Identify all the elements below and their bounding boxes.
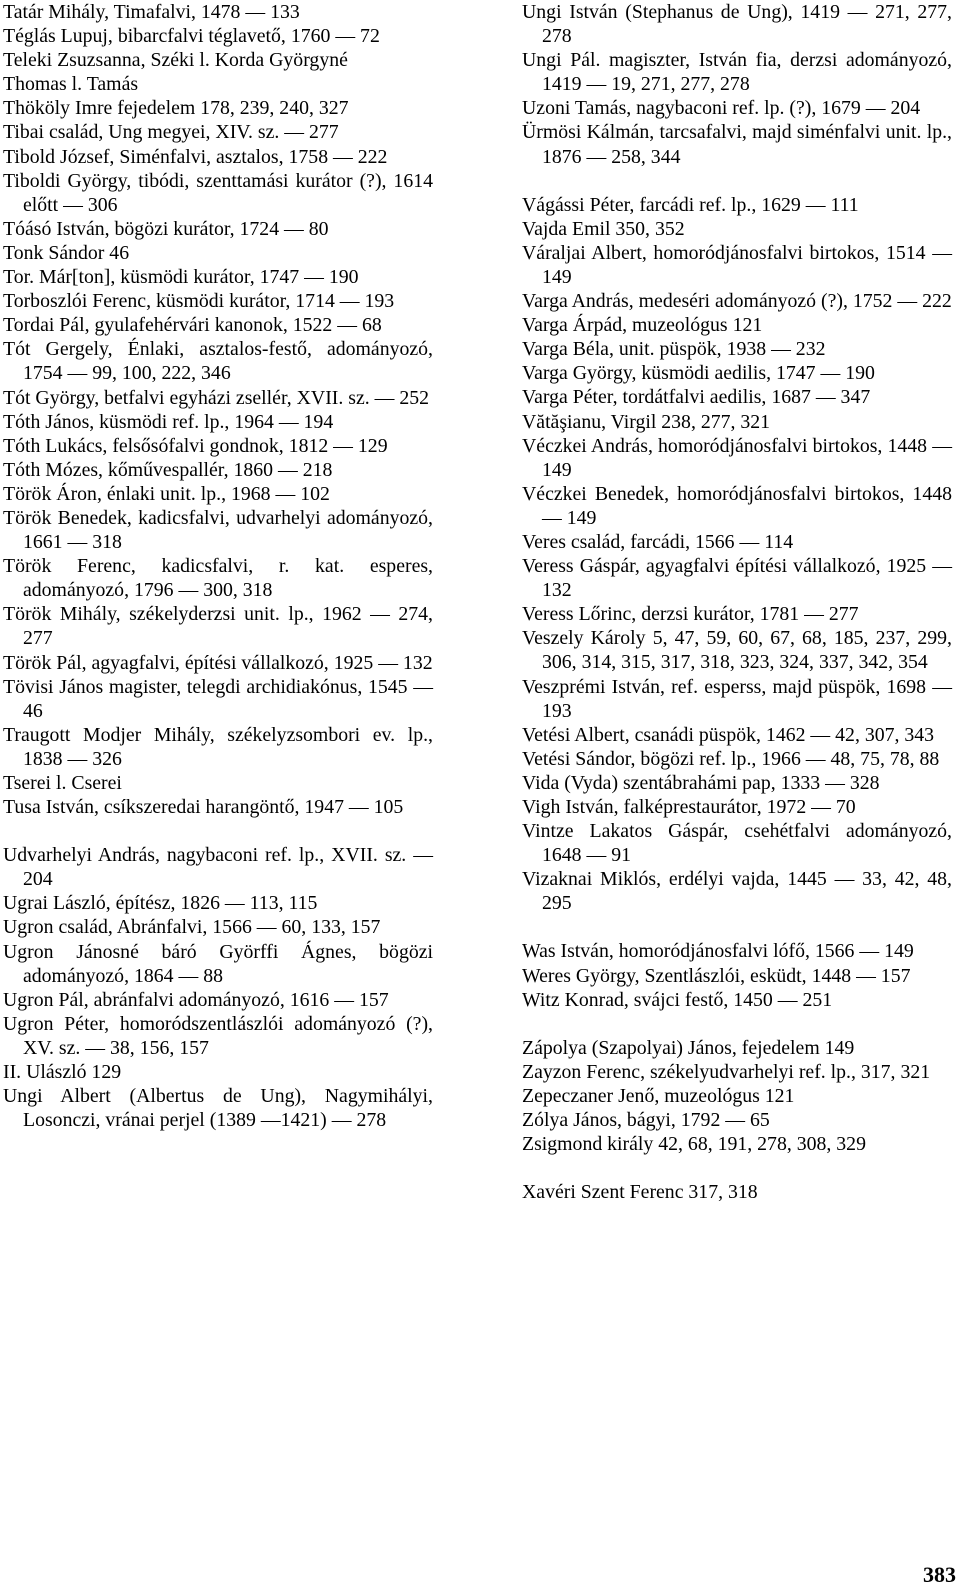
index-entry: Véczkei András, homoródjánosfalvi birtokos, 1448 — 149 bbox=[522, 434, 952, 481]
index-entry: Ungi Albert (Albertus de Ung), Nagymihályi, Losonczi, vránai perjel (1389 —1421) — 278 bbox=[3, 1085, 433, 1132]
index-entry: Tonk Sándor 46 bbox=[3, 241, 130, 264]
index-entry: Was István, homoródjánosfalvi lófő, 1566 — 149 bbox=[522, 940, 914, 963]
index-entry: Varga András, medeséri adományozó (?), 1752 — 222 bbox=[522, 290, 952, 313]
index-entry: Zsigmond király 42, 68, 191, 278, 308, 329 bbox=[522, 1133, 866, 1156]
index-entry: Varga Béla, unit. püspök, 1938 — 232 bbox=[522, 338, 826, 361]
index-entry: Ungi István (Stephanus de Ung), 1419 — 271, 277, 278 bbox=[522, 1, 952, 48]
index-entry: Vizaknai Miklós, erdélyi vajda, 1445 — 33, 42, 48, 295 bbox=[522, 868, 952, 915]
index-entry: Török Benedek, kadicsfalvi, udvarhelyi adományozó, 1661 — 318 bbox=[3, 506, 433, 554]
index-entry: Ungi Pál. magiszter, István fia, derzsi adományozó, 1419 — 19, 271, 277, 278 bbox=[522, 49, 952, 96]
index-entry: Török Mihály, székelyderzsi unit. lp., 1962 — 274, 277 bbox=[3, 603, 433, 650]
index-entry: Ugron Pál, abránfalvi adományozó, 1616 — 157 bbox=[3, 988, 389, 1011]
index-entry: Zayzon Ferenc, székelyudvarhelyi ref. lp., 317, 321 bbox=[522, 1060, 931, 1083]
index-entry: Zólya János, bágyi, 1792 — 65 bbox=[522, 1109, 770, 1132]
index-entry: Veress Lőrinc, derzsi kurátor, 1781 — 277 bbox=[522, 603, 859, 626]
index-entry: Ugron Jánosné báró Györffi Ágnes, bögözi adományozó, 1864 — 88 bbox=[3, 940, 433, 987]
index-entry: Thomas l. Tamás bbox=[3, 73, 139, 96]
section-gap bbox=[3, 819, 433, 843]
index-entry: Ugron Péter, homoródszentlászlói adományozó (?), XV. sz. — 38, 156, 157 bbox=[3, 1012, 433, 1059]
index-entry: Tibai család, Ung megyei, XIV. sz. — 277 bbox=[3, 121, 339, 144]
index-entry: Teleki Zsuzsanna, Széki l. Korda Györgyné bbox=[3, 49, 348, 72]
index-entry: Tibold József, Siménfalvi, asztalos, 1758 — 222 bbox=[3, 145, 388, 168]
section-gap bbox=[522, 169, 952, 193]
index-entry: Vigh István, falképrestaurátor, 1972 — 70 bbox=[522, 796, 856, 818]
index-entry: Tiboldi György, tibódi, szenttamási kurátor (?), 1614 előtt — 306 bbox=[3, 169, 433, 216]
index-entry: Ugron család, Abránfalvi, 1566 — 60, 133, 157 bbox=[3, 916, 381, 939]
index-entry: Véczkei Benedek, homoródjánosfalvi birtokos, 1448 — 149 bbox=[522, 482, 952, 529]
section-gap bbox=[522, 915, 952, 939]
index-column-left bbox=[3, 0, 433, 1132]
index-entry: Török Ferenc, kadicsfalvi, r. kat. esperes, adományozó, 1796 — 300, 318 bbox=[3, 555, 433, 602]
index-entry: Tóth Lukács, felsősófalvi gondnok, 1812 — 129 bbox=[3, 434, 388, 457]
index-entry: Tordai Pál, gyulafehérvári kanonok, 1522 — 68 bbox=[3, 314, 382, 337]
index-entry: Vetési Sándor, bögözi ref. lp., 1966 — 48, 75, 78, 88 bbox=[522, 747, 940, 770]
index-entry: Udvarhelyi András, nagybaconi ref. lp., XVII. sz. — 204 bbox=[3, 844, 433, 891]
index-entry: Torboszlói Ferenc, küsmödi kurátor, 1714 — 193 bbox=[3, 290, 395, 313]
index-entry: Weres György, Szentlászlói, esküdt, 1448 — 157 bbox=[522, 964, 911, 987]
index-entry: Tövisi János magister, telegdi archidiakónus, 1545 — 46 bbox=[3, 675, 433, 722]
index-entry: Tót Gergely, Énlaki, asztalos-festő, adományozó, 1754 — 99, 100, 222, 346 bbox=[3, 338, 433, 385]
index-entry: Téglás Lupuj, bibarcfalvi téglavető, 1760 — 72 bbox=[3, 25, 380, 48]
index-entry: Thököly Imre fejedelem 178, 239, 240, 327 bbox=[3, 97, 349, 120]
index-entry: Tóth János, küsmödi ref. lp., 1964 — 194 bbox=[3, 410, 334, 433]
index-entry: II. Ulászló 129 bbox=[3, 1061, 122, 1084]
index-entry: Tatár Mihály, Timafalvi, 1478 — 133 bbox=[3, 1, 300, 23]
index-entry: Török Áron, énlaki unit. lp., 1968 — 102 bbox=[3, 482, 330, 505]
index-entry: Varga György, küsmödi aedilis, 1747 — 190 bbox=[522, 362, 875, 385]
index-entry: Vida (Vyda) szentábrahámi pap, 1333 — 328 bbox=[522, 771, 880, 794]
index-entry: Veress Gáspár, agyagfalvi építési vállalkozó, 1925 — 132 bbox=[522, 555, 952, 602]
index-entry: Vágássi Péter, farcádi ref. lp., 1629 — 111 bbox=[522, 193, 859, 216]
index-entry: Veszely Károly 5, 47, 59, 60, 67, 68, 185, 237, 299, 306, 314, 315, 317, 318, 323, 324, 337, 342, 354 bbox=[522, 627, 952, 674]
index-entry: Xavéri Szent Ferenc 317, 318 bbox=[522, 1181, 758, 1204]
section-gap bbox=[522, 1156, 952, 1180]
index-entry: Ugrai László, építész, 1826 — 113, 115 bbox=[3, 892, 318, 915]
index-entry: Tóásó István, bögözi kurátor, 1724 — 80 bbox=[3, 217, 329, 240]
index-entry: Ürmösi Kálmán, tarcsafalvi, majd siménfalvi unit. lp., 1876 — 258, 344 bbox=[522, 121, 952, 168]
index-entry: Zepeczaner Jenő, muzeológus 121 bbox=[522, 1084, 795, 1107]
index-column-right bbox=[522, 0, 952, 1204]
index-entry: Zápolya (Szapolyai) János, fejedelem 149 bbox=[522, 1036, 855, 1059]
index-entry: Uzoni Tamás, nagybaconi ref. lp. (?), 1679 — 204 bbox=[522, 97, 921, 120]
index-entry: Vintze Lakatos Gáspár, csehétfalvi adományozó, 1648 — 91 bbox=[522, 820, 952, 867]
index-entry: Traugott Modjer Mihály, székelyzsombori ev. lp., 1838 — 326 bbox=[3, 723, 433, 770]
index-entry: Tót György, betfalvi egyházi zsellér, XVII. sz. — 252 bbox=[3, 386, 430, 409]
index-entry: Tserei l. Cserei bbox=[3, 772, 122, 794]
index-entry: Vetési Albert, csanádi püspök, 1462 — 42, 307, 343 bbox=[522, 723, 935, 746]
index-entry: Witz Konrad, svájci festő, 1450 — 251 bbox=[522, 988, 833, 1011]
index-entry: Váraljai Albert, homoródjánosfalvi birtokos, 1514 — 149 bbox=[522, 241, 952, 288]
index-entry: Vătăşianu, Virgil 238, 277, 321 bbox=[522, 410, 771, 433]
index-entry: Varga Péter, tordátfalvi aedilis, 1687 — 347 bbox=[522, 386, 871, 409]
index-entry: Török Pál, agyagfalvi, építési vállalkozó, 1925 — 132 bbox=[3, 651, 433, 674]
section-gap bbox=[522, 1012, 952, 1036]
index-entry: Vajda Emil 350, 352 bbox=[522, 217, 685, 240]
index-entry: Veszprémi István, ref. esperss, majd püspök, 1698 — 193 bbox=[522, 675, 952, 722]
index-entry: Veres család, farcádi, 1566 — 114 bbox=[522, 530, 794, 553]
page-number: 383 bbox=[923, 1562, 956, 1587]
index-entry: Tóth Mózes, kőművespallér, 1860 — 218 bbox=[3, 458, 333, 481]
index-entry: Varga Árpád, muzeológus 121 bbox=[522, 314, 763, 337]
index-entry: Tusa István, csíkszeredai harangöntő, 1947 — 105 bbox=[3, 796, 404, 819]
index-entry: Tor. Már[ton], küsmödi kurátor, 1747 — 190 bbox=[3, 266, 359, 289]
